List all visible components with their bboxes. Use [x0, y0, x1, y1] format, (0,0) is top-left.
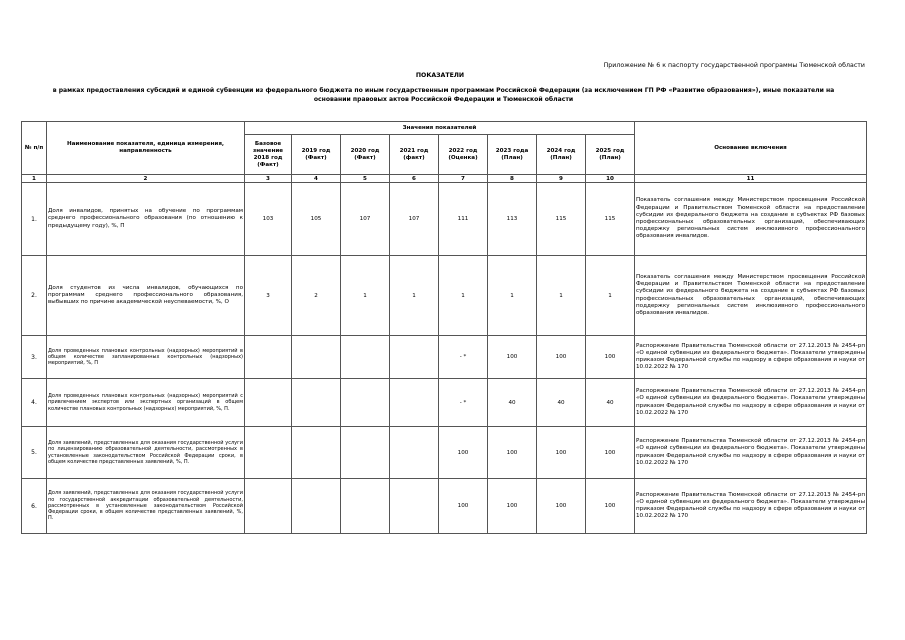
value-cell: 1 [488, 256, 537, 336]
value-cell: 100 [586, 427, 635, 479]
column-number: 3 [245, 175, 292, 183]
indicator-name: Доля студентов из числа инвалидов, обучающихся по программам среднего профессионального образования, выбывших по причине академической неуспеваемости, %, О [47, 256, 245, 336]
value-cell [245, 336, 292, 379]
column-number: 9 [537, 175, 586, 183]
document-title: ПОКАЗАТЕЛИ [415, 72, 465, 79]
indicator-name: Доля заявлений, представленных для оказания государственной услуги по государственной аккредитации образовательной деятельности, рассмотренных в установленные законодательством Российской Федерации сроки, в общем количестве представленных заявлений, %, П. [47, 479, 245, 534]
table-row [22, 336, 867, 379]
header-name: Наименование показателя, единица измерения, направленность [47, 122, 245, 175]
value-cell [341, 379, 390, 427]
basis-text: Показатель соглашения между Министерством просвещения Российской Федерации и Правительством Тюменской области на предоставление субсидии из федерального бюджета на создание в субъектах РФ базовых профессиональных образовательных организаций, обеспечивающих поддержку региональных систем инклюзивного профессионального образования инвалидов. [635, 256, 867, 336]
value-cell [390, 336, 439, 379]
value-cell: 1 [390, 256, 439, 336]
appendix-note: Приложение № 6 к паспорту государственной программы Тюменской области [603, 62, 865, 69]
value-cell: 40 [488, 379, 537, 427]
value-cell: 1 [439, 256, 488, 336]
value-cell [341, 336, 390, 379]
value-cell: 1 [341, 256, 390, 336]
indicator-name: Доля проведенных плановых контрольных (надзорных) мероприятий с привлечением экспертов или экспертных организаций в общем количестве плановых контрольных (надзорных) мероприятий, %, П. [47, 379, 245, 427]
column-number: 7 [439, 175, 488, 183]
value-cell [390, 379, 439, 427]
header-year: 2019 год (Факт) [292, 135, 341, 175]
value-cell: 107 [390, 183, 439, 256]
value-cell: 100 [586, 336, 635, 379]
basis-text: Распоряжение Правительства Тюменской области от 27.12.2013 № 2454-рп «О единой субвенции из федерального бюджета». Показатели утверждены приказом Федеральной службы по надзору в сфере образования и науки от 10.02.2022 № 170 [635, 379, 867, 427]
value-cell [245, 479, 292, 534]
value-cell: 100 [586, 479, 635, 534]
indicator-name: Доля заявлений, представленных для оказания государственной услуги по лицензированию образовательной деятельности, рассмотренных в установленные законодательством Российской Федерации сроки, в общем количестве представленных заявлений, %, П. [47, 427, 245, 479]
column-number-row [22, 175, 867, 183]
value-cell [292, 427, 341, 479]
value-cell: 113 [488, 183, 537, 256]
table-row [22, 256, 867, 336]
row-number: 3. [22, 336, 47, 379]
indicators-table [21, 121, 867, 534]
header-year: 2021 год (факт) [390, 135, 439, 175]
indicator-name: Доля инвалидов, принятых на обучение по программам среднего профессионального образования (по отношению к предыдущему году), %, П [47, 183, 245, 256]
indicator-name: Доля проведенных плановых контрольных (надзорных) мероприятий в общем количестве запланированных контрольных (надзорных) мероприятий, %, П [47, 336, 245, 379]
value-cell: 1 [537, 256, 586, 336]
value-cell [390, 479, 439, 534]
value-cell [390, 427, 439, 479]
value-cell [341, 427, 390, 479]
value-cell [292, 479, 341, 534]
value-cell: 115 [537, 183, 586, 256]
column-number: 1 [22, 175, 47, 183]
column-number: 11 [635, 175, 867, 183]
header-values-group: Значения показателей [245, 122, 635, 135]
column-number: 6 [390, 175, 439, 183]
table-row [22, 183, 867, 256]
value-cell: 105 [292, 183, 341, 256]
value-cell: - * [439, 379, 488, 427]
value-cell: 100 [488, 479, 537, 534]
basis-text: Распоряжение Правительства Тюменской области от 27.12.2013 № 2454-рп «О единой субвенции из федерального бюджета». Показатели утверждены приказом Федеральной службы по надзору в сфере образования и науки от 10.02.2022 № 170 [635, 479, 867, 534]
value-cell [245, 427, 292, 479]
table-row [22, 379, 867, 427]
row-number: 2. [22, 256, 47, 336]
column-number: 4 [292, 175, 341, 183]
value-cell: 40 [537, 379, 586, 427]
header-basis: Основание включения [635, 122, 867, 175]
value-cell: 100 [439, 479, 488, 534]
value-cell [245, 379, 292, 427]
document-subtitle: в рамках предоставления субсидий и единой субвенции из федерального бюджета по иным государственным программам Российской Федерации (за исключением ГП РФ «Развитие образования»), иные показатели на основании правовых актов Российской Федерации и Тюменской области [52, 87, 835, 103]
value-cell: 1 [586, 256, 635, 336]
basis-text: Показатель соглашения между Министерством просвещения Российской Федерации и Правительством Тюменской области на предоставление субсидии из федерального бюджета на создание в субъектах РФ базовых профессиональных образовательных организаций, обеспечивающих поддержку региональных систем инклюзивного профессионального образования инвалидов. [635, 183, 867, 256]
column-number: 10 [586, 175, 635, 183]
header-year: Базовое значение 2018 год (Факт) [245, 135, 292, 175]
row-number: 5. [22, 427, 47, 479]
value-cell: 111 [439, 183, 488, 256]
header-year: 2020 год (Факт) [341, 135, 390, 175]
column-number: 8 [488, 175, 537, 183]
value-cell: 100 [537, 479, 586, 534]
column-number: 2 [47, 175, 245, 183]
value-cell: 100 [439, 427, 488, 479]
value-cell: 115 [586, 183, 635, 256]
table-row [22, 427, 867, 479]
header-year: 2025 год (План) [586, 135, 635, 175]
value-cell: 107 [341, 183, 390, 256]
header-year: 2022 год (Оценка) [439, 135, 488, 175]
value-cell: 103 [245, 183, 292, 256]
basis-text: Распоряжение Правительства Тюменской области от 27.12.2013 № 2454-рп «О единой субвенции из федерального бюджета». Показатели утверждены приказом Федеральной службы по надзору в сфере образования и науки от 10.02.2022 № 170 [635, 336, 867, 379]
value-cell: 3 [245, 256, 292, 336]
table-row [22, 479, 867, 534]
value-cell [292, 379, 341, 427]
column-number: 5 [341, 175, 390, 183]
row-number: 1. [22, 183, 47, 256]
value-cell: 2 [292, 256, 341, 336]
value-cell [341, 479, 390, 534]
value-cell: 100 [488, 427, 537, 479]
value-cell: 40 [586, 379, 635, 427]
row-number: 4. [22, 379, 47, 427]
value-cell: - * [439, 336, 488, 379]
value-cell: 100 [488, 336, 537, 379]
basis-text: Распоряжение Правительства Тюменской области от 27.12.2013 № 2454-рп «О единой субвенции из федерального бюджета». Показатели утверждены приказом Федеральной службы по надзору в сфере образования и науки от 10.02.2022 № 170 [635, 427, 867, 479]
header-num: № п/п [22, 122, 47, 175]
value-cell [292, 336, 341, 379]
value-cell: 100 [537, 427, 586, 479]
value-cell: 100 [537, 336, 586, 379]
row-number: 6. [22, 479, 47, 534]
header-year: 2024 год (План) [537, 135, 586, 175]
header-year: 2023 года (План) [488, 135, 537, 175]
